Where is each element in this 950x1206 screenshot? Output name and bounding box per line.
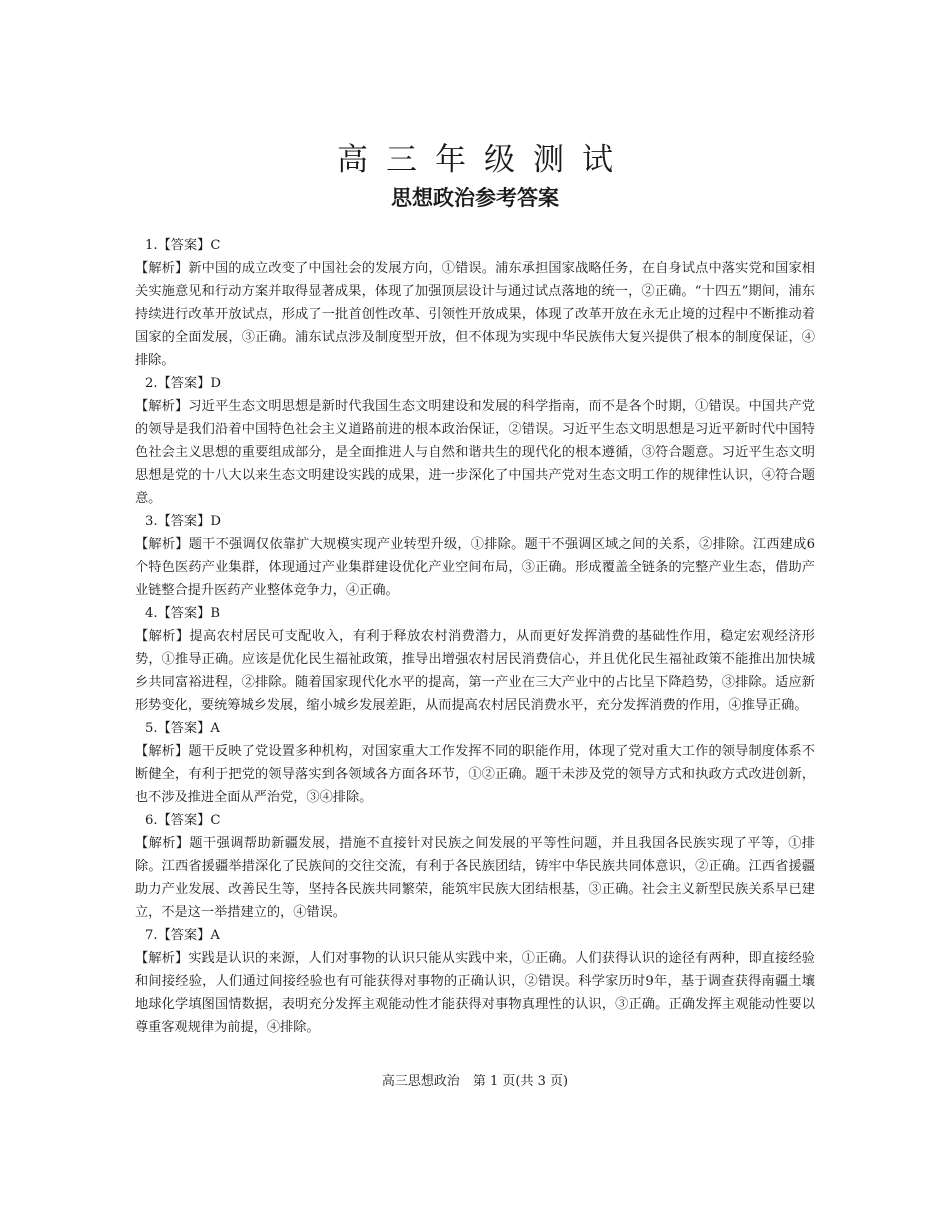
answer-item-7 [135,924,815,1039]
answer-item-5 [135,717,815,809]
answer-analysis: 【解析】提高农村居民可支配收入，有利于释放农村消费潜力，从而更好发挥消费的基础性作用，稳定宏观经济形势，①推导正确。应该是优化民生福祉政策，推导出增强农村居民消费信心，并且优化民生福祉政策不能推出加快城乡共同富裕进程，②排除。随着国家现代化水平的提高，第一产业在三大产业中的占比呈下降趋势，③排除。适应新形势变化，要统筹城乡发展，缩小城乡发展差距，从而提高农村居民消费水平，充分发挥消费的作用，④推导正确。 [135,629,815,713]
answer-analysis: 【解析】新中国的成立改变了中国社会的发展方向，①错误。浦东承担国家战略任务，在自身试点中落实党和国家相关实施意见和行动方案并取得显著成果，体现了加强顶层设计与通过试点落地的统一，②正确。“十四五”期间，浦东持续进行改革开放试点，形成了一批首创性改革、引领性开放成果，体现了改革开放在永无止境的过程中不断推动着国家的全面发展，③正确。浦东试点涉及制度型开放，但不体现为实现中华民族伟大复兴提供了根本的制度保证，④排除。 [135,261,815,368]
page-title: 高三年级测试 [337,142,631,178]
answer-key: 1.【答案】C [145,238,221,253]
answer-analysis: 【解析】习近平生态文明思想是新时代我国生态文明建设和发展的科学指南，而不是各个时期，①错误。中国共产党的领导是我们沿着中国特色社会主义道路前进的根本政治保证，②错误。习近平生态文明思想是习近平新时代中国特色社会主义思想的重要组成部分，是全面推进人与自然和谐共生的现代化的根本遵循，③符合题意。习近平生态文明思想是党的十八大以来生态文明建设实践的成果，进一步深化了中国共产党对生态文明工作的规律性认识，④符合题意。 [135,399,815,506]
answer-item-2 [135,372,815,510]
answers-list [135,234,815,1039]
answer-item-3 [135,510,815,602]
answer-key: 7.【答案】A [145,928,220,943]
answer-analysis: 【解析】题干强调帮助新疆发展，措施不直接针对民族之间发展的平等性问题，并且我国各民族实现了平等，①排除。江西省援疆举措深化了民族间的交往交流，有利于各民族团结，铸牢中华民族共同体意识，②正确。江西省援疆助力产业发展、改善民生等，坚持各民族共同繁荣，能筑牢民族大团结根基，③正确。社会主义新型民族关系早已建立，不是这一举措建立的，④错误。 [135,836,815,920]
answer-key: 5.【答案】A [145,721,220,736]
answer-key: 6.【答案】C [145,813,221,828]
answer-key: 2.【答案】D [145,376,221,391]
page-subtitle: 思想政治参考答案 [391,186,559,210]
answer-item-4 [135,602,815,717]
answer-analysis: 【解析】题干反映了党设置多种机构，对国家重大工作发挥不同的职能作用，体现了党对重大工作的领导制度体系不断健全，有利于把党的领导落实到各领域各方面各环节，①②正确。题干未涉及党的领导方式和执政方式改进创新，也不涉及推进全面从严治党，③④排除。 [135,744,815,805]
answer-analysis: 【解析】题干不强调仅依靠扩大规模实现产业转型升级，①排除。题干不强调区域之间的关系，②排除。江西建成6个特色医药产业集群，体现通过产业集群建设优化产业空间布局，③正确。形成覆盖全链条的完整产业生态，借助产业链整合提升医药产业整体竞争力，④正确。 [135,537,815,598]
page-footer: 高三思想政治 第 1 页(共 3 页) [381,1074,569,1089]
answer-item-6 [135,809,815,924]
answer-item-1 [135,234,815,372]
answer-key: 3.【答案】D [145,514,221,529]
answer-key: 4.【答案】B [145,606,221,621]
answer-analysis: 【解析】实践是认识的来源，人们对事物的认识只能从实践中来，①正确。人们获得认识的途径有两种，即直接经验和间接经验，人们通过间接经验也有可能获得对事物的正确认识，②错误。科学家历时9年，基于调查获得南疆土壤地球化学填图国情数据，表明充分发挥主观能动性才能获得对事物真理性的认识，③正确。正确发挥主观能动性要以尊重客观规律为前提，④排除。 [135,951,815,1035]
